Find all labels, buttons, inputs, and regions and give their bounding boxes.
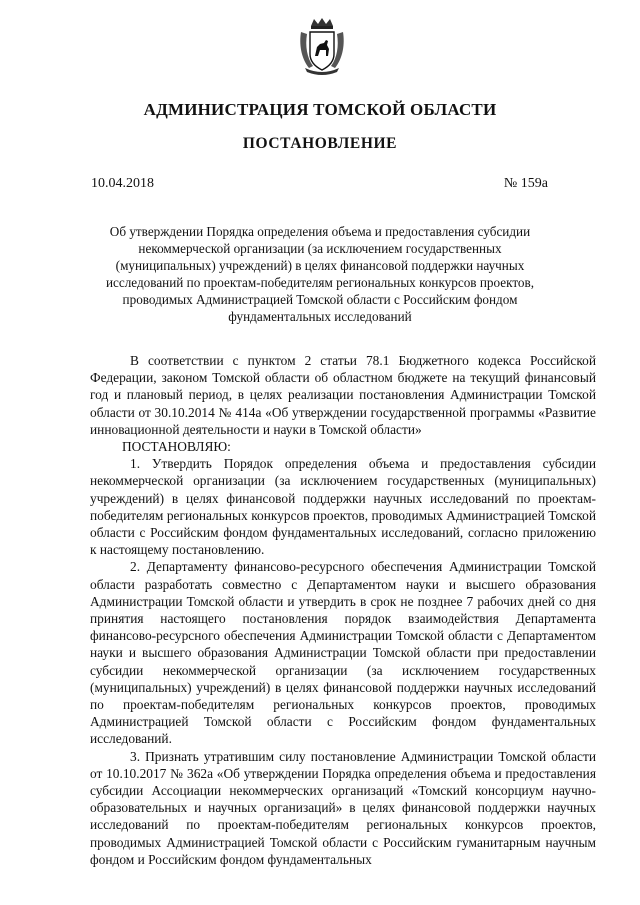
coat-of-arms-icon (297, 16, 347, 76)
document-number: № 159а (503, 176, 548, 191)
document-subject: Об утверждении Порядка определения объема и предоставления субсидии некоммерческой организации (за исключением государственных (муниципальных) учреждений) в целях финансовой поддержки научных исследований по проектам-победителям региональных конкурсов проектов, проводимых Администрацией Томской области с Российским фондом фундаментальных исследований (105, 224, 535, 324)
item-paragraph-2: 2. Департаменту финансово-ресурсного обеспечения Администрации Томской области разработать совместно с Департаментом науки и высшего образования Администрации Томской области и утвердить в срок не позднее 7 рабочих дней со дня принятия настоящего постановления порядок взаимодействия Департамента финансово-ресурсного обеспечения Администрации Томской области с Департаментом науки и высшего образования Администрации Томской области при предоставлении субсидии некоммерческой организации (за исключением государственных (муниципальных) учреждений) в целях финансовой поддержки научных исследований по проектам-победителям региональных конкурсов проектов, проводимых Администрацией Томской области с Российским фондом фундаментальных исследований. (90, 559, 596, 747)
organization-title: АДМИНИСТРАЦИЯ ТОМСКОЙ ОБЛАСТИ (143, 100, 497, 119)
item-paragraph-1: 1. Утвердить Порядок определения объема и предоставления субсидии некоммерческой организации (за исключением государственных (муниципальных) учреждений) в целях финансовой поддержки научных исследований по проектам-победителям региональных конкурсов проектов, проводимых Администрацией Томской области с Российским фондом фундаментальных исследований, согласно приложению к настоящему постановлению. (90, 456, 596, 558)
document-type: ПОСТАНОВЛЕНИЕ (242, 135, 398, 152)
item-paragraph-3: 3. Признать утратившим силу постановление Администрации Томской области от 10.10.2017 № 362а «Об утверждении Порядка определения объема и предоставления субсидии Ассоциации некоммерческих организаций «Томский консорциум научно-образовательных и научных организаций» в целях финансовой поддержки научных исследований по проектам-победителям региональных конкурсов проектов, проводимых Администрацией Томской области с Российским гуманитарным научным фондом и Российским фондом фундаментальных (90, 748, 596, 867)
preamble-paragraph: В соответствии с пунктом 2 статьи 78.1 Бюджетного кодекса Российской Федерации, законом Томской области об областном бюджете на текущий финансовый год и плановый период, в целях реализации постановления Администрации Томской области от 30.10.2014 № 414а «Об утверждении государственной программы «Развитие инновационной деятельности и науки в Томской области» (90, 353, 596, 437)
document-body (90, 352, 596, 868)
resolve-heading: ПОСТАНОВЛЯЮ: (122, 439, 231, 455)
document-date: 10.04.2018 (91, 176, 154, 191)
